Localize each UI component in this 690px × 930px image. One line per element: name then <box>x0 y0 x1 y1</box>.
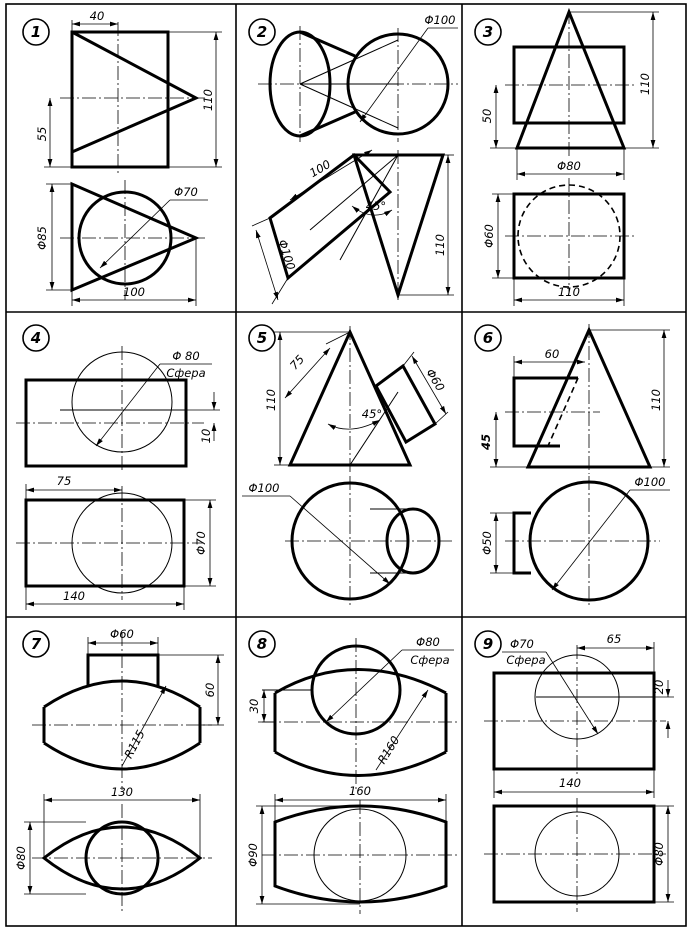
top-view <box>505 476 660 608</box>
dimension-label: 110 <box>264 389 278 411</box>
dimension-label: Φ100 <box>424 13 456 27</box>
dimension-label: 140 <box>559 776 581 790</box>
dimensions <box>242 332 448 584</box>
panel-number: 5 <box>256 329 268 347</box>
dimension-label: Φ80 <box>416 635 440 649</box>
panel-1 <box>23 9 222 306</box>
dimension-label: Сфера <box>166 366 206 380</box>
dimension-label: Φ80 <box>14 846 28 870</box>
dimension-label: Φ50 <box>480 531 494 555</box>
panel-3 <box>475 10 659 306</box>
panel-number: 1 <box>30 23 42 41</box>
panel-number: 7 <box>30 635 42 653</box>
panel-4 <box>16 325 220 610</box>
dimension-label: Φ60 <box>482 224 496 248</box>
dimension-label: 140 <box>63 589 85 603</box>
panel-8 <box>246 631 458 914</box>
dimension-label: 60 <box>203 682 217 698</box>
panel-6 <box>475 324 670 608</box>
dimension-label: 130 <box>111 785 133 799</box>
panel-number: 8 <box>256 635 268 653</box>
dimension-label: Сфера <box>506 653 546 667</box>
top-view <box>262 800 458 914</box>
dimension-label: Φ90 <box>246 843 260 867</box>
dimensions <box>480 12 659 306</box>
top-view <box>484 798 666 912</box>
panel-number: 2 <box>256 23 268 41</box>
dimension-label: 110 <box>201 89 215 111</box>
dimension-label: 20 <box>652 679 666 695</box>
dimension-label: Φ70 <box>510 637 534 651</box>
dimension-label: 110 <box>433 234 447 256</box>
dimensions <box>35 9 222 306</box>
dimension-label: Φ100 <box>634 475 666 489</box>
dimension-label: R160 <box>374 733 403 767</box>
front-view <box>505 10 635 156</box>
dimension-label: 100 <box>306 156 334 181</box>
panel-2 <box>249 13 458 304</box>
dimension-label: Φ70 <box>194 531 208 555</box>
front-view <box>16 346 204 470</box>
lower-view <box>270 150 443 300</box>
panel-number: 3 <box>482 23 494 41</box>
upper-view <box>258 26 458 142</box>
dimension-label: 10 <box>199 428 213 444</box>
panel-9 <box>475 631 674 912</box>
dimensions <box>246 635 454 904</box>
front-view <box>290 326 435 472</box>
dimension-label: Φ70 <box>174 185 198 199</box>
panel-7 <box>14 627 224 914</box>
dimensions <box>26 349 220 610</box>
panel-number: 9 <box>482 635 494 653</box>
top-view <box>16 486 204 600</box>
dimension-label: 45 <box>479 433 493 451</box>
dimension-label: 110 <box>638 73 652 95</box>
dimension-label: 110 <box>558 285 580 299</box>
dimension-label: Сфера <box>410 653 450 667</box>
dimension-label: Φ60 <box>110 627 134 641</box>
dimension-label: 30 <box>247 698 261 714</box>
panel-5 <box>242 325 452 606</box>
dimension-label: Φ 80 <box>172 349 200 363</box>
dimension-label: Φ100 <box>275 237 299 272</box>
panel-number: 4 <box>30 329 42 347</box>
dimension-label: 75 <box>56 474 72 488</box>
dimension-label: 160 <box>349 784 371 798</box>
dimension-label: Φ100 <box>248 481 280 495</box>
dimension-label: 55 <box>35 126 49 142</box>
dimension-label: 100 <box>123 285 145 299</box>
dimension-label: Φ80 <box>557 159 581 173</box>
dimension-label: Φ80 <box>652 842 666 866</box>
dimension-label: 45° <box>365 199 387 213</box>
dimension-label: 45° <box>361 407 383 421</box>
front-view <box>505 324 650 474</box>
front-view <box>32 632 212 790</box>
dimension-label: 60 <box>544 347 560 361</box>
dimension-label: R115 <box>121 727 148 761</box>
top-view <box>285 476 452 606</box>
dimension-label: Φ60 <box>423 366 448 394</box>
dimension-label: 65 <box>606 632 622 646</box>
dimension-label: 110 <box>649 389 663 411</box>
dimensions <box>479 330 670 590</box>
panel-number: 6 <box>482 329 494 347</box>
dimension-label: 50 <box>480 108 494 124</box>
dimension-label: 75 <box>286 352 308 373</box>
dimension-label: Φ85 <box>35 226 49 250</box>
top-view <box>32 804 212 914</box>
dimension-label: 40 <box>89 9 105 23</box>
front-view <box>60 22 205 175</box>
top-view <box>505 178 635 292</box>
